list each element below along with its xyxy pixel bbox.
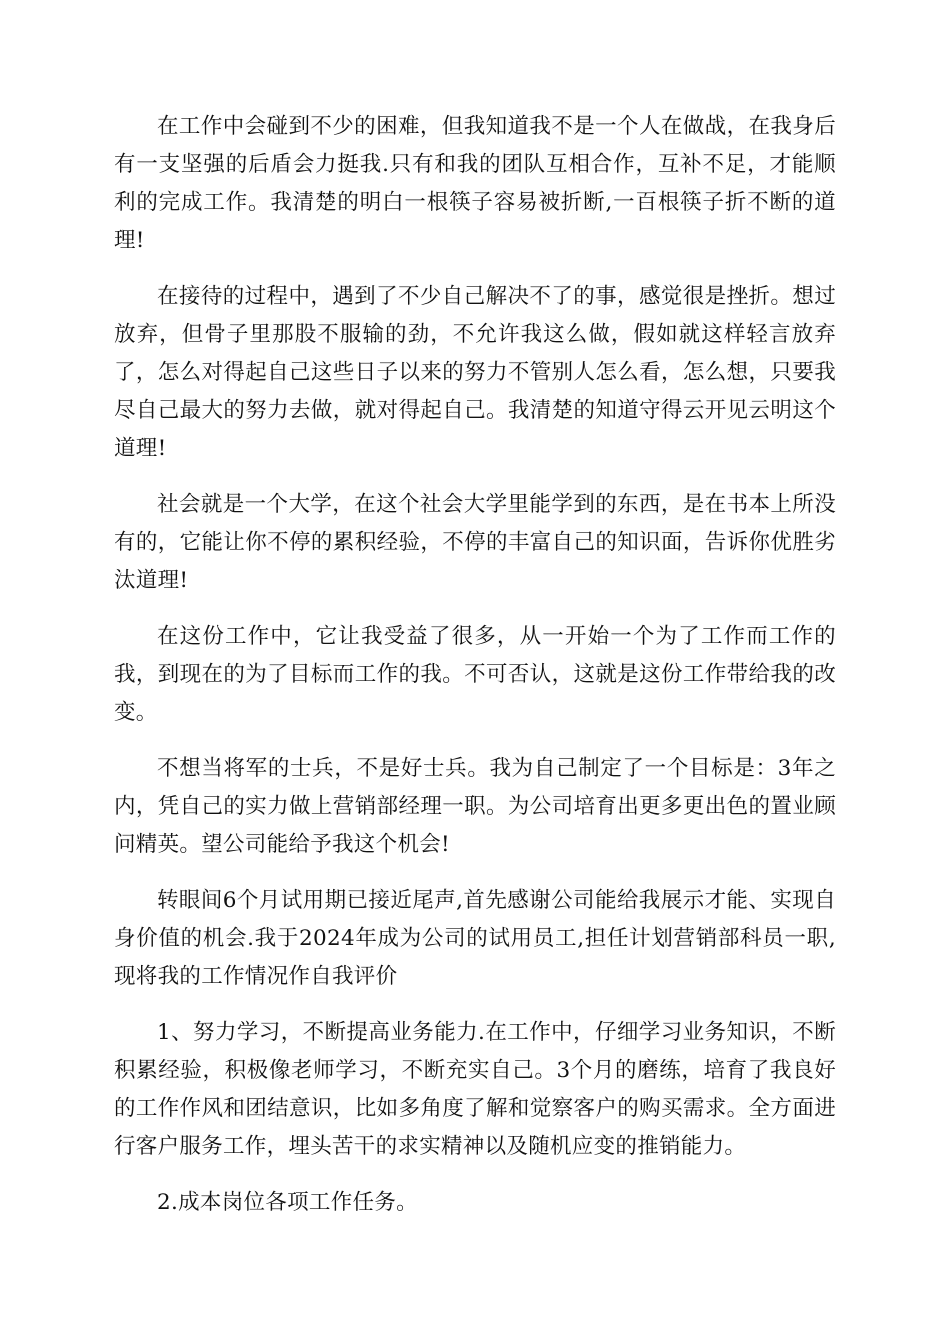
paragraph-3: 社会就是一个大学，在这个社会大学里能学到的东西，是在书本上所没有的，它能让你不停的累积经验，不停的丰富自己的知识面，告诉你优胜劣汰道理! xyxy=(114,492,836,593)
paragraph-5: 不想当将军的士兵，不是好士兵。我为自己制定了一个目标是：3年之内，凭自己的实力做上营销部经理一职。为公司培育出更多更出色的置业顾问精英。望公司能给予我这个机会! xyxy=(114,756,836,857)
paragraph-1: 在工作中会碰到不少的困难，但我知道我不是一个人在做战，在我身后有一支坚强的后盾会力挺我.只有和我的团队互相合作，互补不足，才能顺利的完成工作。我清楚的明白一根筷子容易被折断,一百根筷子折不断的道理! xyxy=(114,114,836,253)
paragraph-2: 在接待的过程中，遇到了不少自己解决不了的事，感觉很是挫折。想过放弃，但骨子里那股不服输的劲，不允许我这么做，假如就这样轻言放弃了，怎么对得起自己这些日子以来的努力不管别人怎么看，怎么想，只要我尽自己最大的努力去做，就对得起自己。我清楚的知道守得云开见云明这个道理! xyxy=(114,284,836,461)
paragraph-7: 1、努力学习，不断提高业务能力.在工作中，仔细学习业务知识，不断积累经验，积极像老师学习，不断充实自己。3个月的磨练，培育了我良好的工作作风和团结意识，比如多角度了解和觉察客户的购买需求。全方面进行客户服务工作，埋头苦干的求实精神以及随机应变的推销能力。 xyxy=(114,1020,836,1159)
paragraph-6: 转眼间6个月试用期已接近尾声,首先感谢公司能给我展示才能、实现自身价值的机会.我于2024年成为公司的试用员工,担任计划营销部科员一职,现将我的工作情况作自我评价 xyxy=(114,888,836,989)
paragraph-8: 2.成本岗位各项工作任务。 xyxy=(157,1190,418,1215)
paragraph-4: 在这份工作中，它让我受益了很多，从一开始一个为了工作而工作的我，到现在的为了目标而工作的我。不可否认，这就是这份工作带给我的改变。 xyxy=(114,624,836,725)
